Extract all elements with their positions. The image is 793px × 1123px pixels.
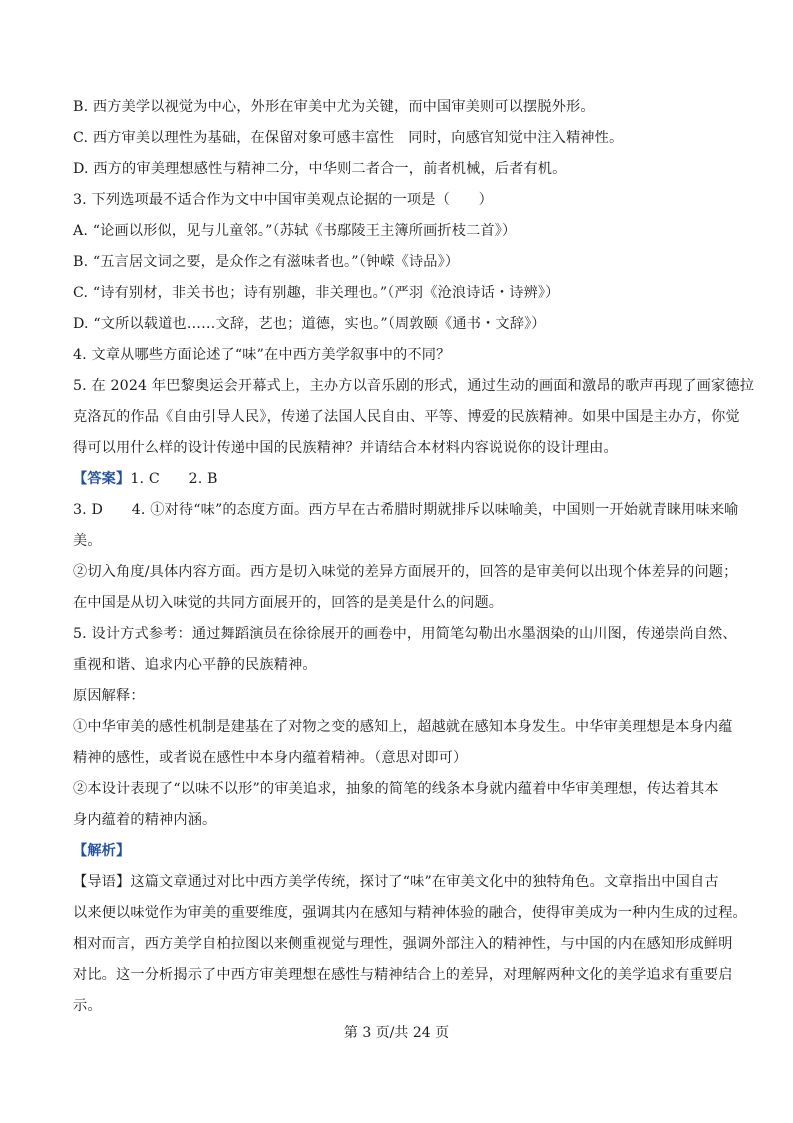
question-5-line-3: 得可以用什么样的设计传递中国的民族精神？并请结合本材料内容说说你的设计理由。 xyxy=(73,440,618,456)
analysis-line: 对比。这一分析揭示了中西方审美理想在感性与精神结合上的差异，对理解两种文化的美学追求有重要启 xyxy=(73,967,733,983)
q3-option-c: C. “诗有别材，非关书也；诗有别趣，非关理也。”（严羽《沧浪诗话・诗辨》） xyxy=(73,285,560,301)
option-c-line: C. 西方审美以理性为基础，在保留对象可感丰富性 同时，向感官知觉中注入精神性。 xyxy=(73,130,624,146)
question-5-line-2: 克洛瓦的作品《自由引导人民》，传递了法国人民自由、平等、博爱的民族精神。如果中国是主办方，你觉 xyxy=(73,409,740,425)
answer-line: ①中华审美的感性机制是建基在了对物之变的感知上，超越就在感知本身发生。中华审美理想是本身内蕴 xyxy=(73,719,733,735)
analysis-line: 示。 xyxy=(73,998,102,1014)
answer-line: 在中国是从切入味觉的共同方面展开的，回答的是美是什么的问题。 xyxy=(73,595,504,611)
analysis-line: 【导语】这篇文章通过对比中西方美学传统，探讨了“味”在审美文化中的独特角色。文章指出中国自古 xyxy=(73,874,719,890)
answer-line: 身内蕴着的精神内涵。 xyxy=(73,812,217,828)
question-5-line-1: 5. 在 2024 年巴黎奥运会开幕式上，主办方以音乐剧的形式，通过生动的画面和激昂的歌声再现了画家德拉 xyxy=(73,378,755,394)
q3-option-d: D. “文所以载道也……文辞，艺也；道德，实也。”（周敦颐《通书・文辞》） xyxy=(73,316,546,332)
document-page xyxy=(73,92,755,1022)
answer-line: 3. D 4. ①对待“味”的态度方面。西方早在古希腊时期就排斥以味喻美，中国则一开始就青睐用味来喻 xyxy=(73,502,739,518)
answer-line: 原因解释： xyxy=(73,688,145,704)
analysis-line: 以来便以味觉作为审美的重要维度，强调其内在感知与精神体验的融合，使得审美成为一种内生成的过程。 xyxy=(73,905,747,921)
option-d-line: D. 西方的审美理想感性与精神二分，中华则二者合一，前者机械，后者有机。 xyxy=(73,161,567,177)
analysis-tag: 【解析】 xyxy=(73,843,131,859)
option-b-line: B. 西方美学以视觉为中心，外形在审美中尤为关键，而中国审美则可以摆脱外形。 xyxy=(73,99,595,115)
answer-first: 1. C 2. B xyxy=(130,471,218,487)
page-footer: 第 3 页/共 24 页 xyxy=(343,1025,450,1041)
answer-line: 5. 设计方式参考：通过舞蹈演员在徐徐展开的画卷中，用简笔勾勒出水墨洇染的山川图，传递崇尚自然、 xyxy=(73,626,737,642)
answer-line: ②切入角度/具体内容方面。西方是切入味觉的差异方面展开的，回答的是审美何以出现个体差异的问题； xyxy=(73,564,738,580)
answer-line: 美。 xyxy=(73,533,102,549)
q3-option-b: B. “五言居文词之要，是众作之有滋味者也。”（钟嵘《诗品》） xyxy=(73,254,460,270)
question-4: 4. 文章从哪些方面论述了“味”在中西方美学叙事中的不同？ xyxy=(73,347,451,363)
question-3: 3. 下列选项最不适合作为文中中国审美观点论据的一项是（ ） xyxy=(73,192,493,208)
answer-heading-line xyxy=(73,464,733,495)
answer-line: 重视和谐、追求内心平静的民族精神。 xyxy=(73,657,317,673)
analysis-heading-line xyxy=(73,836,733,867)
q3-option-a: A. “论画以形似，见与儿童邻。”（苏轼《书鄢陵王主簿所画折枝二首》） xyxy=(73,223,517,239)
analysis-line: 相对而言，西方美学自柏拉图以来侧重视觉与理性，强调外部注入的精神性，与中国的内在感知形成鲜明 xyxy=(73,936,733,952)
answer-line: ②本设计表现了“以味不以形”的审美追求，抽象的简笔的线条本身就内蕴着中华审美理想，传达着其本 xyxy=(73,781,719,797)
answer-tag: 【答案】 xyxy=(73,471,131,487)
answer-line: 精神的感性，或者说在感性中本身内蕴着精神。（意思对即可） xyxy=(73,750,468,766)
